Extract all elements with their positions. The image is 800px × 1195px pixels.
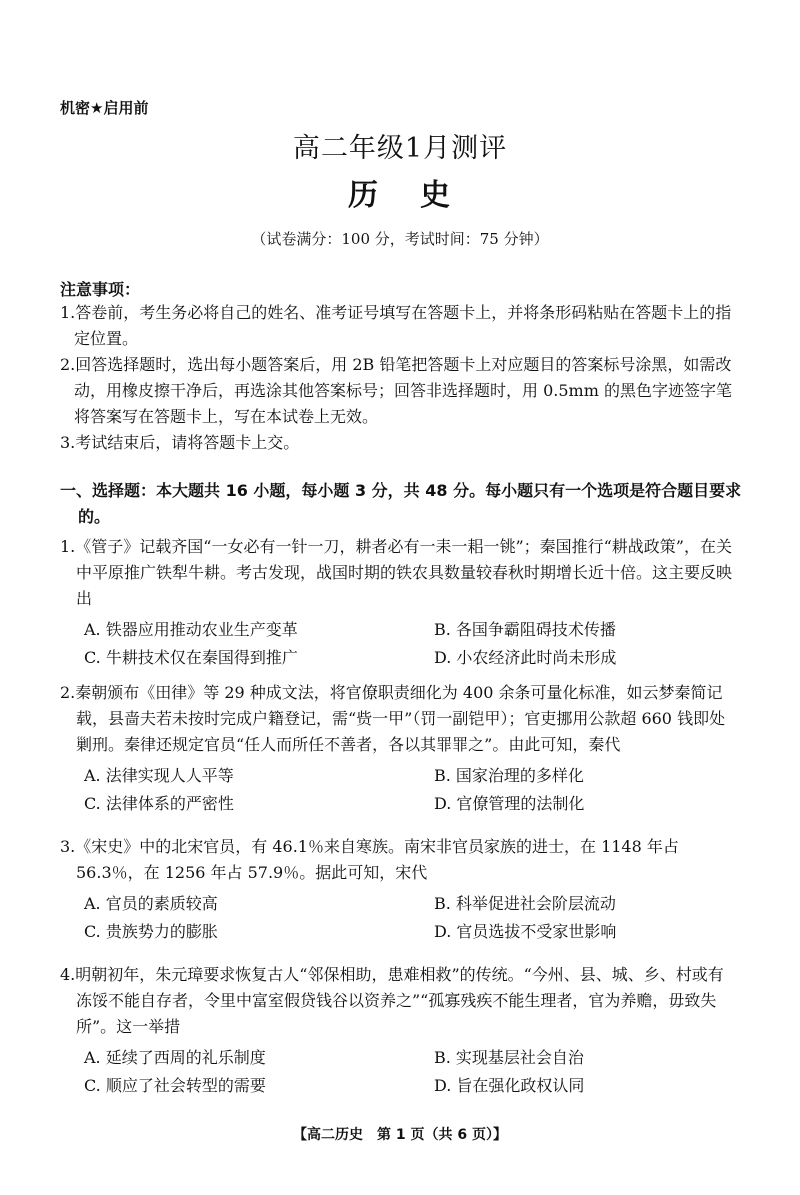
confidential-mark: 机密★启用前 [60,99,149,117]
question-2 [60,680,732,818]
exam-info: （试卷满分：100 分，考试时间：75 分钟） [251,230,549,248]
subject-char-2: 史 [420,178,452,213]
option-b[interactable]: B. 科举促进社会阶层流动 [434,894,616,913]
option-b[interactable]: B. 各国争霸阻碍技术传播 [434,620,616,639]
option-a[interactable]: A. 延续了西周的礼乐制度 [84,1048,266,1067]
question-stem: 4.明朝初年，朱元璋要求恢复古人“邻保相助，患难相救”的传统。“今州、县、城、乡、村或有冻馁不能自存者，令里中富室假贷钱谷以资养之”“孤寡残疾不能生理者，官为养赡，毋致失所”。这一举措 [60,965,724,1036]
page-footer: 【高二历史 第 1 页（共 6 页）】 [293,1127,507,1143]
question-4 [60,962,732,1100]
question-options [60,1044,732,1100]
question-options [60,616,732,672]
option-c[interactable]: C. 顺应了社会转型的需要 [84,1076,266,1095]
option-a[interactable]: A. 官员的素质较高 [84,894,218,913]
exam-title: 高二年级1月测评 [292,133,508,164]
section-heading: 一、选择题：本大题共 16 小题，每小题 3 分，共 48 分。每小题只有一个选项是符合题目要求的。 [60,481,742,526]
question-stem: 2.秦朝颁布《田律》等 29 种成文法，将官僚职责细化为 400 余条可量化标准，如云梦秦简记载，县啬夫若未按时完成户籍登记，需“赀一甲”（罚一副铠甲）；官吏挪用公款超 660 钱即处剿刑。秦律还规定官员“任人而所任不善者，各以其罪罪之”。由此可知，秦代 [60,683,726,754]
notice-list [60,300,732,456]
option-a[interactable]: A. 法律实现人人平等 [84,766,234,785]
question-stem: 1.《管子》记载齐国“一女必有一针一刀，耕者必有一耒一耜一铫”；秦国推行“耕战政策”，在关中平原推广铁犁牛耕。考古发现，战国时期的铁农具数量较春秋时期增长近十倍。这主要反映出 [60,537,733,608]
notice-heading: 注意事项： [60,280,141,299]
subject-title [0,170,800,214]
notice-item-1: 1.答卷前，考生务必将自己的姓名、准考证号填写在答题卡上，并将条形码粘贴在答题卡上的指定位置。 [60,303,732,348]
option-b[interactable]: B. 国家治理的多样化 [434,766,584,785]
question-1 [60,534,732,672]
option-b[interactable]: B. 实现基层社会自治 [434,1048,584,1067]
subject-char-1: 历 [348,178,380,213]
question-3 [60,834,732,946]
option-c[interactable]: C. 贵族势力的膨胀 [84,922,218,941]
option-c[interactable]: C. 法律体系的严密性 [84,794,234,813]
question-options [60,762,732,818]
option-a[interactable]: A. 铁器应用推动农业生产变革 [84,620,298,639]
notice-item-2: 2.回答选择题时，选出每小题答案后，用 2B 铅笔把答题卡上对应题目的答案标号涂黑，如需改动，用橡皮擦干净后，再选涂其他答案标号；回答非选择题时，用 0.5mm 的黑色字迹签字笔将答案写在答题卡上，写在本试卷上无效。 [60,355,732,426]
option-d[interactable]: D. 官员选拔不受家世影响 [434,922,617,941]
option-d[interactable]: D. 小农经济此时尚未形成 [434,648,617,667]
notice-item-3: 3.考试结束后，请将答题卡上交。 [60,433,300,452]
option-d[interactable]: D. 官僚管理的法制化 [434,794,585,813]
option-c[interactable]: C. 牛耕技术仅在秦国得到推广 [84,648,298,667]
question-options [60,890,732,946]
question-stem: 3.《宋史》中的北宋官员，有 46.1％来自寒族。南宋非官员家族的进士，在 1148 年占 56.3％，在 1256 年占 57.9％。据此可知，宋代 [60,837,679,882]
option-d[interactable]: D. 旨在强化政权认同 [434,1076,585,1095]
